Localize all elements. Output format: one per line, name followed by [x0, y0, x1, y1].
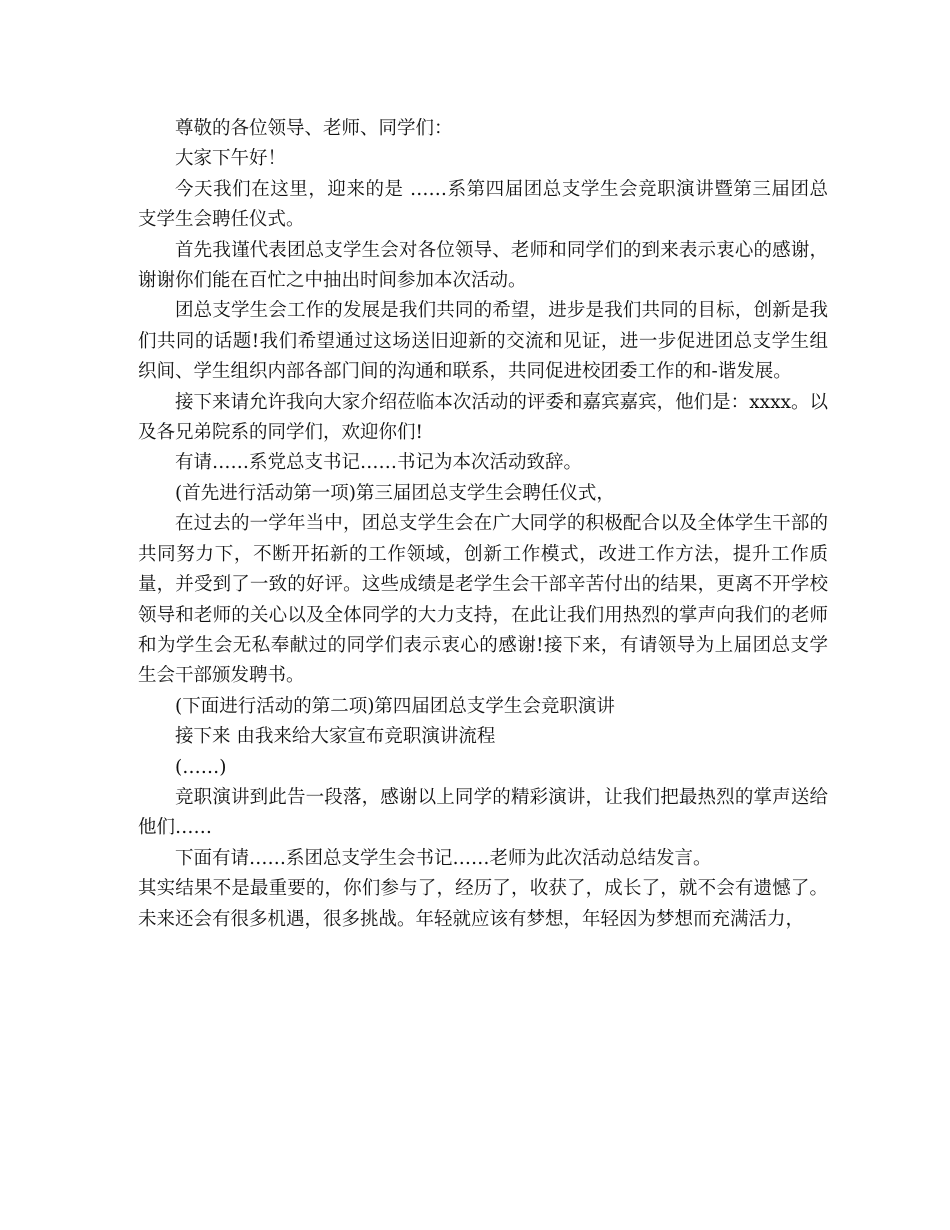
paragraph: 竞职演讲到此告一段落，感谢以上同学的精彩演讲，让我们把最热烈的掌声送给他们……: [138, 786, 828, 839]
document-body: [138, 114, 828, 935]
paragraph: 首先我谨代表团总支学生会对各位领导、老师和同学们的到来表示衷心的感谢，谢谢你们能在百忙之中抽出时间参加本次活动。: [138, 239, 828, 292]
greeting: 大家下午好！: [175, 148, 287, 170]
salutation: 尊敬的各位领导、老师、同学们：: [175, 118, 453, 139]
paragraph: 今天我们在这里，迎来的是 ……系第四届团总支学生会竞职演讲暨第三届团总支学生会聘任仪式。: [138, 178, 828, 231]
paragraph: 其实结果不是最重要的，你们参与了，经历了，收获了，成长了，就不会有遗憾了。未来还会有很多机遇，很多挑战。年轻就应该有梦想，年轻因为梦想而充满活力，: [138, 878, 828, 930]
paragraph: (……): [175, 756, 227, 778]
paragraph: (首先进行活动第一项)第三届团总支学生会聘任仪式，: [175, 482, 615, 504]
paragraph: 下面有请……系团总支学生会书记……老师为此次活动总结发言。: [175, 847, 712, 869]
paragraph: 团总支学生会工作的发展是我们共同的希望，进步是我们共同的目标，创新是我们共同的话题!我们希望通过这场送旧迎新的交流和见证，进一步促进团总支学生组织间、学生组织内部各部门间的沟通和联系，共同促进校团委工作的和-谐发展。: [138, 300, 828, 383]
paragraph: 有请……系党总支书记……书记为本次活动致辞。: [175, 452, 583, 474]
paragraph: (下面进行活动的第二项)第四届团总支学生会竞职演讲: [175, 695, 615, 717]
paragraph: 接下来 由我来给大家宣布竞职演讲流程: [175, 726, 496, 748]
paragraph: 接下来请允许我向大家介绍莅临本次活动的评委和嘉宾嘉宾，他们是：xxxx。以及各兄弟院系的同学们，欢迎你们!: [138, 391, 828, 444]
paragraph: 在过去的一学年当中，团总支学生会在广大同学的积极配合以及全体学生干部的共同努力下，不断开拓新的工作领域，创新工作模式，改进工作方法，提升工作质量，并受到了一致的好评。这些成绩是老学生会干部辛苦付出的结果，更离不开学校领导和老师的关心以及全体同学的大力支持，在此让我们用热烈的掌声向我们的老师和为学生会无私奉献过的同学们表示衷心的感谢!接下来，有请领导为上届团总支学生会干部颁发聘书。: [138, 513, 828, 687]
